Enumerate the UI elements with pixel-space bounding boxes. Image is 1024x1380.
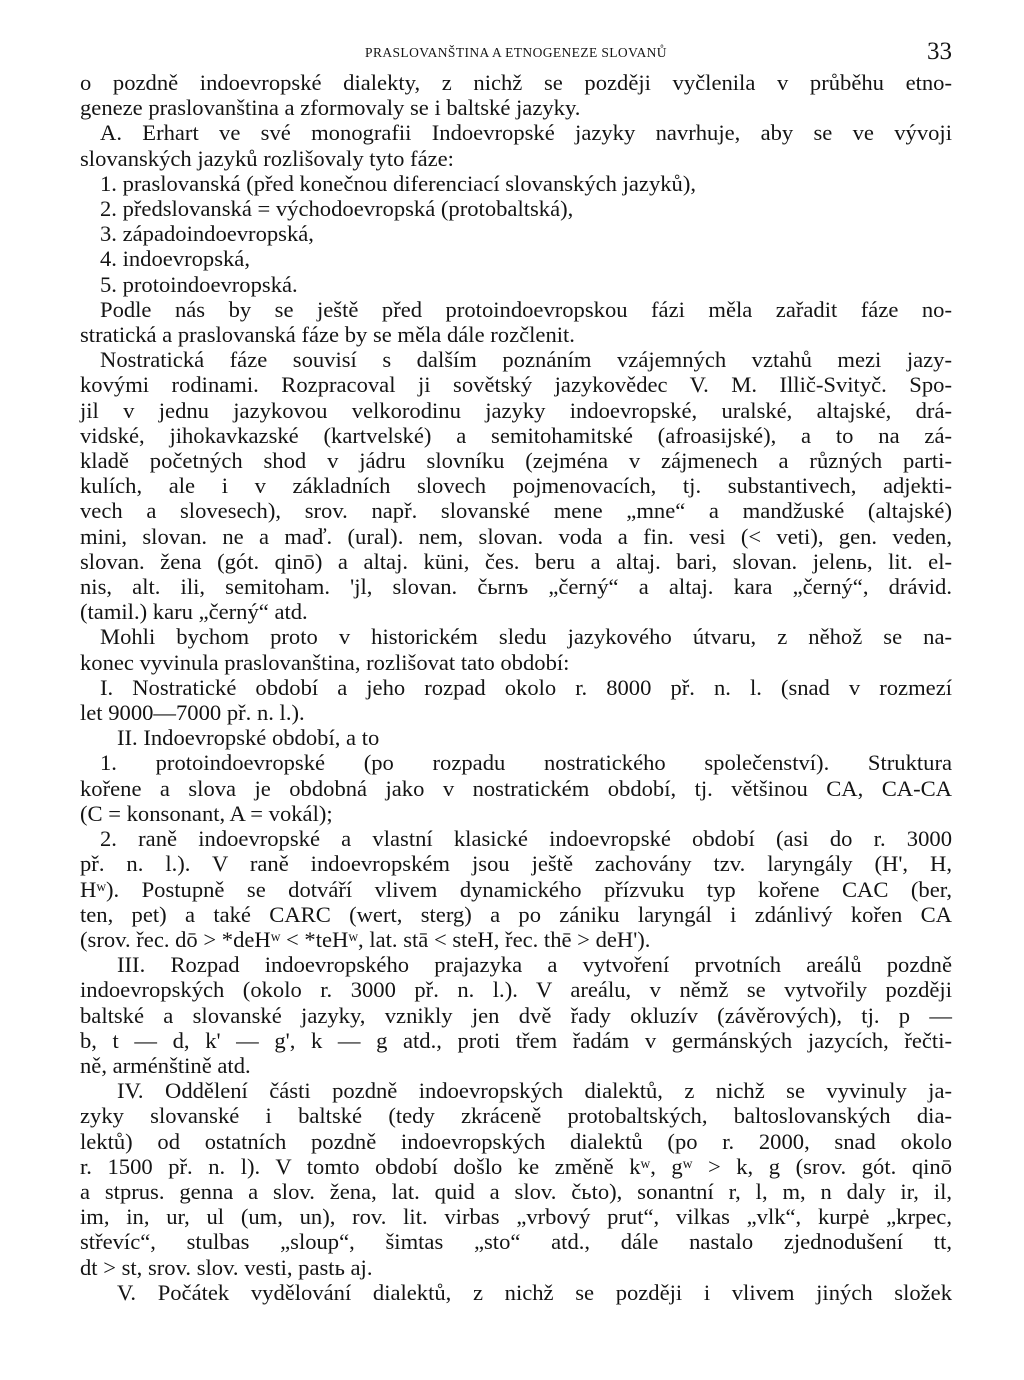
text-line: konec vyvinula praslovanština, rozlišovat tato období: (80, 649, 570, 675)
text-line: nis, alt. ili, semitoham. 'jl, slovan. čьrnъ „černý“ a altaj. kara „černý“, drávid. (80, 574, 952, 600)
text-line: indoevropských (okolo r. 3000 př. n. l.). V areálu, v němž se vytvořily později (80, 977, 952, 1003)
text-line: př. n. l.). V raně indoevropském jsou ještě zachovány tzv. laryngály (H', H, (80, 851, 952, 877)
text-line: A. Erhart ve své monografii Indoevropské jazyky navrhuje, aby se ve vývoji (100, 120, 952, 146)
text-line: im, in, ur, ul (um, un), rov. lit. virbas „vrbový prut“, vilkas „vlk“, kurpė „krpec, (80, 1204, 952, 1230)
list-item: 3. západoindoevropská, (100, 221, 314, 247)
list-item: 5. protoindoevropská. (100, 271, 298, 297)
page-header (80, 28, 952, 70)
text-line: ten, pet) a také CARC (wert, sterg) a po zániku laryngál i zdánlivý kořen CA (80, 901, 952, 927)
text-line: slovanských jazyků rozlišovaly tyto fáze: (80, 145, 454, 171)
text-line: stratická a praslovanská fáze by se měla dále rozčlenit. (80, 322, 575, 348)
list-item: 2. předslovanská = východoevropská (protobaltská), (100, 196, 574, 222)
page-number: 33 (927, 38, 952, 65)
text-line: (C = konsonant, A = vokál); (80, 800, 333, 826)
text-line: (tamil.) karu „černý“ atd. (80, 599, 308, 625)
text-line: I. Nostratické období a jeho rozpad okolo r. 8000 př. n. l. (snad v rozmezí (100, 674, 952, 700)
text-line: slovan. žena (gót. qinō) a altaj. küni, čes. beru a altaj. bari, slovan. jelenь, lit. el- (80, 548, 952, 574)
text-line: ně, arménštině atd. (80, 1052, 251, 1078)
text-line: vech a slovesech), srov. např. slovanské mene „mne“ a mandžuské (altajské) (80, 498, 952, 524)
text-line: jil v jednu jazykovou velkorodinu jazyky indoevropské, uralské, altajské, drá- (80, 397, 952, 423)
text-line: Nostratická fáze souvisí s dalším poznáním vzájemných vztahů mezi jazy- (100, 347, 952, 373)
text-line: o pozdně indoevropské dialekty, z nichž se později vyčlenila v průběhu etno- (80, 70, 952, 95)
text-line: kovými rodinami. Rozpracoval ji sovětský jazykovědec V. M. Illič-Svityč. Spo- (80, 372, 952, 398)
text-line: (srov. řec. dō > *deHʷ < *teHʷ, lat. stā < steH, řec. thē > deH'). (80, 926, 651, 952)
text-line: střevíc“, stulbas „sloup“, šimtas „sto“ atd., dále nastalo zjednodušení tt, (80, 1229, 952, 1255)
text-line: mini, slovan. ne a maď. (ural). nem, slovan. voda a fin. vesi (< veti), gen. veden, (80, 523, 952, 549)
text-line: geneze praslovanština a zformovaly se i baltské jazyky. (80, 95, 581, 121)
text-line: Podle nás by se ještě před protoindoevropskou fázi měla zařadit fáze no- (100, 296, 952, 322)
text-line: let 9000—7000 př. n. l.). (80, 700, 305, 726)
text-line: zyky slovanské i baltské (tedy zkráceně protobaltských, baltoslovanských dia- (80, 1103, 952, 1129)
text-line: III. Rozpad indoevropského prajazyka a vytvoření prvotních areálů pozdně (117, 952, 952, 978)
text-line: Mohli bychom proto v historickém sledu jazykového útvaru, z něhož se na- (100, 624, 952, 650)
text-line: b, t — d, k' — g', k — g atd., proti třem řadám v germánských jazycích, řečti- (80, 1027, 952, 1053)
text-line: kulích, ale i v základních slovech pojmenovacích, tj. substantivech, adjekti- (80, 473, 952, 499)
text-line: vidské, jihokavkazské (kartvelské) a semitohamitské (afroasijské), a to na zá- (80, 422, 952, 448)
text-line: kladě početných shod v jádru slovníku (zejména v zájmenech a různých parti- (80, 448, 952, 474)
text-line: 2. raně indoevropské a vlastní klasické indoevropské období (asi do r. 3000 (100, 826, 952, 852)
list-item: 1. praslovanská (před konečnou diferenciací slovanských jazyků), (100, 170, 697, 196)
body-text (80, 70, 952, 1305)
text-line: dt > st, srov. slov. vesti, pastь aj. (80, 1254, 373, 1280)
text-line: a stprus. genna a slov. žena, lat. quid a slov. čьto), sonantní r, l, m, n daly ir, il, (80, 1178, 952, 1204)
text-line: 1. protoindoevropské (po rozpadu nostratického společenství). Struktura (100, 750, 952, 776)
list-item: 4. indoevropská, (100, 246, 250, 272)
text-line: kořene a slova je obdobná jako v nostratickém období, tj. většinou CA, CA-CA (80, 775, 952, 801)
document-page (80, 28, 952, 1305)
text-line: Hʷ). Postupně se dotváří vlivem dynamického přízvuku typ kořene CAC (ber, (80, 876, 952, 902)
text-line: baltské a slovanské jazyky, vznikly jen dvě řady okluzív (závěrových), tj. p — (80, 1002, 952, 1028)
text-line: V. Počátek vydělování dialektů, z nichž se později i vlivem jiných složek (117, 1279, 952, 1305)
text-line: r. 1500 př. n. l). V tomto období došlo ke změně kʷ, gʷ > k, g (srov. gót. qinō (80, 1153, 952, 1179)
running-title: PRASLOVANŠTINA A ETNOGENEZE SLOVANŮ (365, 45, 667, 60)
text-line: lektů) od ostatních pozdně indoevropských dialektů (po r. 2000, snad okolo (80, 1128, 952, 1154)
text-line: IV. Oddělení části pozdně indoevropských dialektů, z nichž se vyvinuly ja- (117, 1078, 952, 1104)
section-heading: II. Indoevropské období, a to (117, 725, 380, 751)
